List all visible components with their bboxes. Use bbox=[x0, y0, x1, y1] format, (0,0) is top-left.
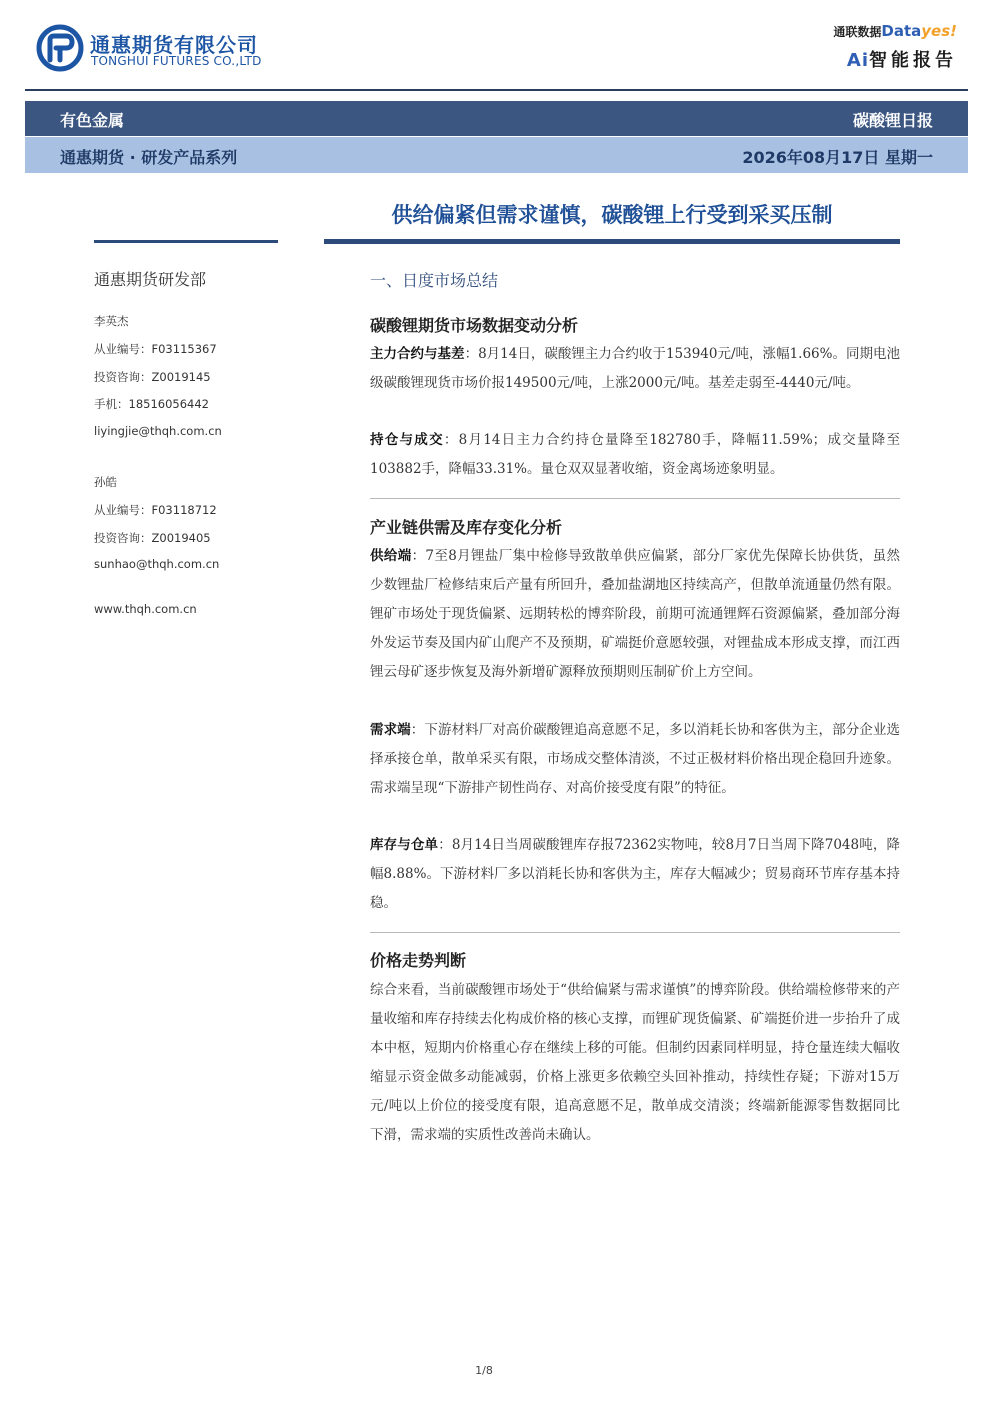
title-underline bbox=[324, 239, 900, 244]
paragraph-text: ：8月14日当周碳酸锂库存报72362实物吨，较8月7日当周下降7048吨，降幅8.88%。下游材料厂多以消耗长协和客供为主，库存大幅减少；贸易商环节库存基本持稳。 bbox=[370, 837, 901, 911]
datayes-data: Data bbox=[881, 22, 922, 40]
analyst-license: 从业编号：F03115367 bbox=[94, 342, 217, 356]
ai-mark: Ai bbox=[846, 50, 869, 71]
paragraph-text: ：7至8月锂盐厂集中检修导致散单供应偏紧，部分厂家优先保障长协供货，虽然少数锂盐厂检修结束后产量有所回升，叠加盐湖地区持续高产，但散单流通量仍然有限。锂矿市场处于现货偏紧、远期转松的博弈阶段，前期可流通锂辉石资源偏紧，叠加部分海外发运节奏及国内矿山爬产不及预期，矿端挺价意愿较强，对锂盐成本形成支撑，而江西锂云母矿逐步恢复及海外新增矿源释放预期则压制矿价上方空间。 bbox=[370, 548, 901, 680]
analyst-consult: 投资咨询：Z0019145 bbox=[94, 370, 211, 384]
datayes-cn: 通联数据 bbox=[833, 25, 882, 39]
report-type-label: 碳酸锂日报 bbox=[852, 111, 933, 130]
ai-report-label bbox=[847, 46, 957, 72]
header-divider bbox=[25, 89, 968, 91]
subsection-heading: 价格走势判断 bbox=[370, 951, 467, 970]
report-title: 供给偏紧但需求谨慎，碳酸锂上行受到采买压制 bbox=[391, 203, 833, 227]
analyst-license: 从业编号：F03118712 bbox=[94, 503, 217, 517]
analyst-email[interactable]: liyingjie@thqh.com.cn bbox=[94, 424, 222, 438]
section-divider bbox=[370, 498, 900, 499]
datayes-yes: yes! bbox=[921, 22, 957, 40]
analyst-name: 李英杰 bbox=[94, 314, 129, 328]
sidebar-underline bbox=[94, 240, 278, 243]
category-label: 有色金属 bbox=[60, 111, 125, 130]
paragraph-demand bbox=[370, 716, 900, 803]
analyst-name: 孙皓 bbox=[94, 475, 117, 489]
company-name-en: TONGHUI FUTURES CO.,LTD bbox=[91, 54, 262, 68]
report-date: 2026年08月17日 星期一 bbox=[742, 148, 933, 167]
paragraph-text: ：8月14日，碳酸锂主力合约收于153940元/吨，涨幅1.66%。同期电池级碳酸锂现货市场价报149500元/吨，上涨2000元/吨。基差走弱至-4440元/吨。 bbox=[370, 346, 900, 391]
category-band bbox=[25, 101, 968, 136]
ai-report-text: 智能报告 bbox=[869, 50, 957, 71]
company-name-cn: 通惠期货有限公司 bbox=[90, 33, 258, 57]
paragraph-label: 持仓与成交 bbox=[370, 432, 444, 448]
series-band bbox=[25, 137, 968, 173]
website-link[interactable]: www.thqh.com.cn bbox=[94, 602, 197, 616]
paragraph-text: ：下游材料厂对高价碳酸锂追高意愿不足，多以消耗长协和客供为主，部分企业选择承接仓单，散单采买有限，市场成交整体清淡，不过正极材料价格出现企稳回升迹象。需求端呈现“下游排产韧性尚存、对高价接受度有限”的特征。 bbox=[370, 722, 901, 796]
paragraph-label: 库存与仓单 bbox=[370, 837, 439, 853]
paragraph-position-volume bbox=[370, 426, 900, 484]
paragraph-supply bbox=[370, 542, 900, 687]
company-logo-icon bbox=[36, 24, 84, 72]
analyst-email[interactable]: sunhao@thqh.com.cn bbox=[94, 557, 220, 571]
paragraph-price-outlook: 综合来看，当前碳酸锂市场处于“供给偏紧与需求谨慎”的博弈阶段。供给端检修带来的产量收缩和库存持续去化构成价格的核心支撑，而锂矿现货偏紧、矿端挺价进一步抬升了成本中枢，短期内价格重心存在继续上移的可能。但制约因素同样明显，持仓量连续大幅收缩显示资金做多动能减弱，价格上涨更多依赖空头回补推动，持续性存疑；下游对15万元/吨以上价位的接受度有限，追高意愿不足，散单成交清淡；终端新能源零售数据同比下滑，需求端的实质性改善尚未确认。 bbox=[370, 982, 900, 1143]
page-number: 1/8 bbox=[475, 1364, 493, 1377]
section-heading: 一、日度市场总结 bbox=[370, 271, 499, 290]
subsection-heading: 产业链供需及库存变化分析 bbox=[370, 518, 563, 537]
paragraph-label: 供给端 bbox=[370, 548, 412, 564]
analyst-consult: 投资咨询：Z0019405 bbox=[94, 531, 211, 545]
paragraph-contract-basis bbox=[370, 340, 900, 398]
paragraph-inventory bbox=[370, 831, 900, 918]
research-dept: 通惠期货研发部 bbox=[94, 270, 207, 289]
subsection-heading: 碳酸锂期货市场数据变动分析 bbox=[370, 316, 579, 335]
paragraph-text: ：8月14日主力合约持仓量降至182780手，降幅11.59%；成交量降至103882手，降幅33.31%。量仓双双显著收缩，资金离场迹象明显。 bbox=[370, 432, 901, 477]
paragraph-label: 需求端 bbox=[370, 722, 411, 738]
analyst-phone: 手机：18516056442 bbox=[94, 397, 209, 411]
section-divider bbox=[370, 932, 900, 933]
datayes-logo bbox=[833, 22, 957, 40]
paragraph-label: 主力合约与基差 bbox=[370, 346, 465, 362]
series-label: 通惠期货 · 研发产品系列 bbox=[60, 148, 238, 167]
